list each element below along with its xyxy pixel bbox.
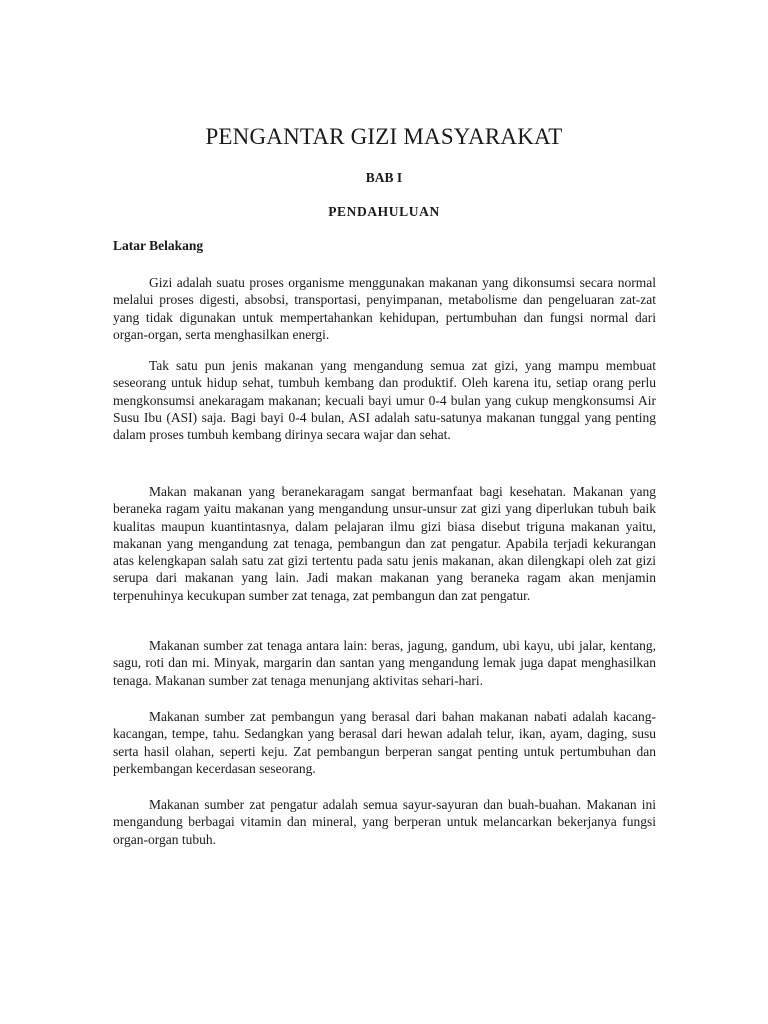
chapter-title: PENDAHULUAN (328, 204, 440, 219)
body-paragraph: Makanan sumber zat pengatur adalah semua sayur-sayuran dan buah-buahan. Makanan ini mengandung berbagai vitamin dan mineral, yang berperan untuk melancarkan bekerjanya fungsi organ-organ tubuh. (113, 797, 656, 847)
body-paragraph: Gizi adalah suatu proses organisme menggunakan makanan yang dikonsumsi secara normal melalui proses digesti, absobsi, transportasi, penyimpanan, metabolisme dan pengeluaran zat-zat yang tidak digunakan untuk mempertahankan kehidupan, pertumbuhan dan fungsi normal dari organ-organ, serta menghasilkan energi. (113, 275, 656, 342)
body-paragraph: Makanan sumber zat pembangun yang berasal dari bahan makanan nabati adalah kacang-kacangan, tempe, tahu. Sedangkan yang berasal dari hewan adalah telur, ikan, ayam, daging, susu serta hasil olahan, seperti keju. Zat pembangun berperan sangat penting untuk pertumbuhan dan perkembangan kecerdasan seseorang. (113, 709, 656, 776)
body-paragraph: Makan makanan yang beranekaragam sangat bermanfaat bagi kesehatan. Makanan yang beraneka ragam yaitu makanan yang mengandung unsur-unsur zat gizi yang diperlukan tubuh baik kualitas maupun kuantintasnya, dalam pelajaran ilmu gizi biasa disebut triguna makanan yaitu, makanan yang mengandung zat tenaga, pembangun dan zat pengatur. Apabila terjadi kekurangan atas kelengkapan salah satu zat gizi tertentu pada satu jenis makanan, akan dilengkapi oleh zat gizi serupa dari makanan yang lain. Jadi makan makanan yang beraneka ragam akan menjamin terpenuhinya kecukupan sumber zat tenaga, zat pembangun dan zat pengatur. (113, 484, 656, 603)
document-title: PENGANTAR GIZI MASYARAKAT (205, 124, 563, 149)
chapter-number: BAB I (365, 170, 403, 185)
body-paragraph: Tak satu pun jenis makanan yang mengandung semua zat gizi, yang mampu membuat seseorang untuk hidup sehat, tumbuh kembang dan produktif. Oleh karena itu, setiap orang perlu mengkonsumsi anekaragam makanan; kecuali bayi umur 0-4 bulan yang cukup mengkonsumsi Air Susu Ibu (ASI) saja. Bagi bayi 0-4 bulan, ASI adalah satu-satunya makanan tunggal yang penting dalam proses tumbuh kembang dirinya secara wajar dan sehat. (113, 358, 656, 443)
body-paragraph: Makanan sumber zat tenaga antara lain: beras, jagung, gandum, ubi kayu, ubi jalar, kentang, sagu, roti dan mi. Minyak, margarin dan santan yang mengandung lemak juga dapat menghasilkan tenaga. Makanan sumber zat tenaga menunjang aktivitas sehari-hari. (113, 638, 656, 688)
section-heading: Latar Belakang (113, 238, 204, 253)
